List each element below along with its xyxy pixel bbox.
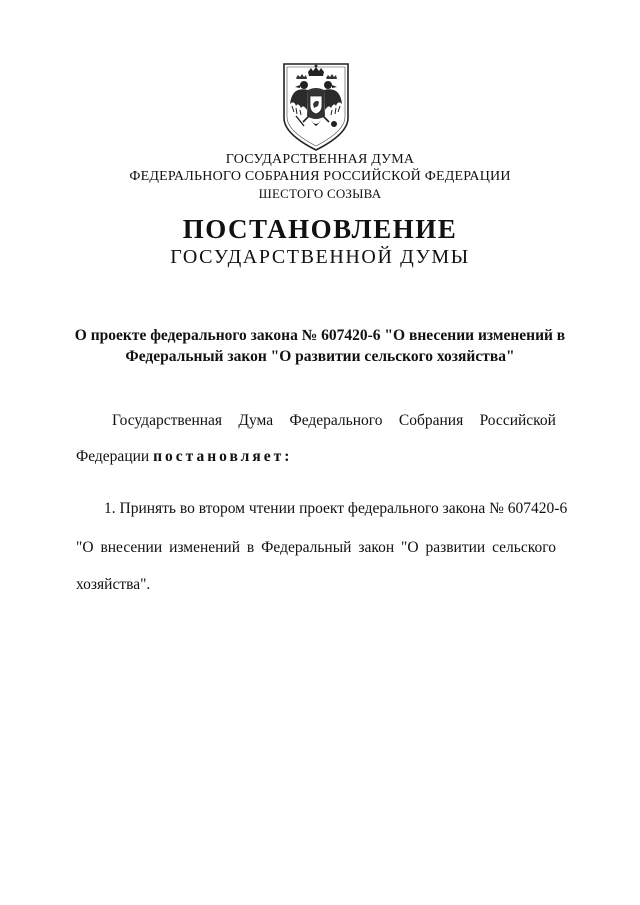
clause-word: сельского: [492, 539, 556, 556]
clause-word: в: [246, 539, 255, 556]
clause-word: изменений: [169, 539, 241, 556]
header-line-state-duma: ГОСУДАРСТВЕННАЯ ДУМА: [225, 152, 415, 167]
header-line-convocation: ШЕСТОГО СОЗЫВА: [258, 186, 382, 201]
header-line-federal-assembly: ФЕДЕРАЛЬНОГО СОБРАНИЯ РОССИЙСКОЙ ФЕДЕРАЦИИ: [129, 169, 511, 184]
preamble-word: Собрания: [398, 412, 464, 429]
preamble-federation-word: Федерации: [76, 448, 150, 465]
subject-line-2: Федеральный закон "О развитии сельского хозяйства": [125, 348, 515, 365]
clause-word: Федеральный: [261, 539, 352, 556]
clause-word: "О: [76, 539, 94, 556]
preamble-decrees-word: постановляет:: [153, 448, 293, 465]
clause-word: внесении: [100, 539, 163, 556]
clause-word: развитии: [425, 539, 486, 556]
subject-line-1: О проекте федерального закона № 607420-6 "О внесении изменений в: [74, 327, 566, 344]
preamble-word: Дума: [238, 412, 274, 429]
document-issuer: ГОСУДАРСТВЕННОЙ ДУМЫ: [170, 246, 470, 268]
clause-1-line-3: хозяйства".: [76, 576, 151, 593]
preamble-word: Российской: [479, 412, 556, 429]
preamble-word: Государственная: [112, 412, 223, 429]
clause-1-line-1: 1. Принять во втором чтении проект федерального закона № 607420-6: [104, 500, 568, 517]
preamble-word: Федерального: [289, 412, 383, 429]
russian-coat-of-arms-icon: [278, 60, 354, 152]
clause-1-line-2: [76, 539, 556, 557]
preamble-line-2: [76, 448, 556, 466]
clause-word: "О: [401, 539, 419, 556]
preamble-line-1: [76, 412, 556, 430]
clause-word: закон: [358, 539, 395, 556]
document-type-title: ПОСТАНОВЛЕНИЕ: [182, 214, 458, 244]
document-subject: [60, 325, 580, 367]
